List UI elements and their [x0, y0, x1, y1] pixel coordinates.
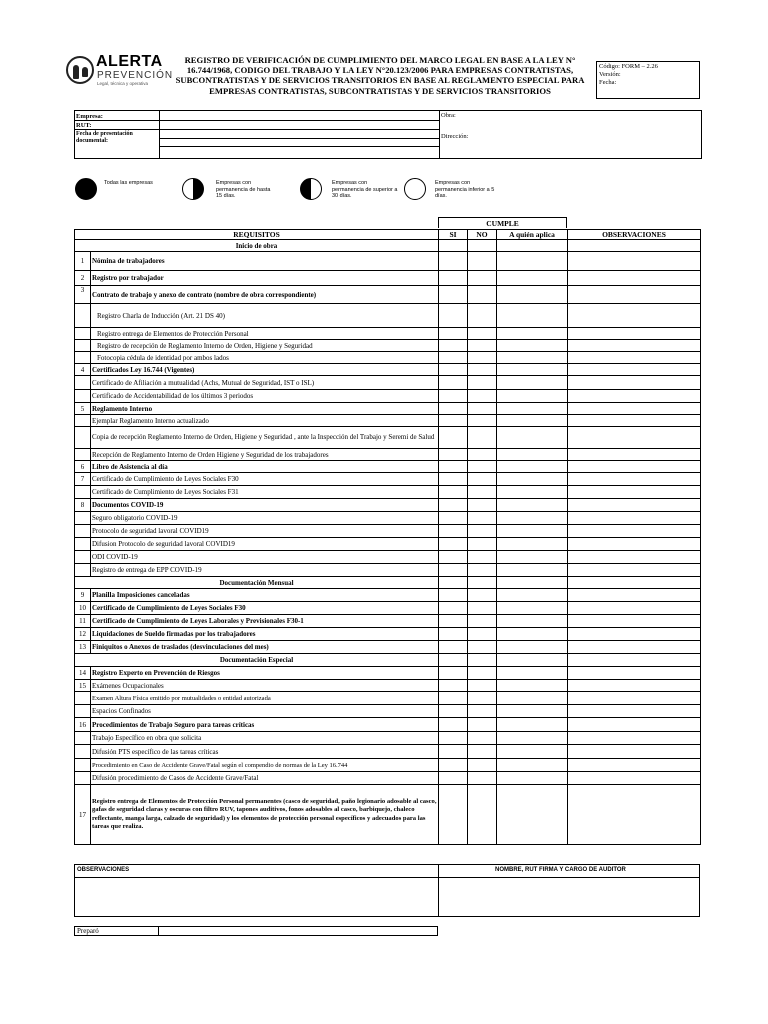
table-row: Trabajo Específico en obra que solicita	[75, 732, 701, 745]
auditor-label: NOMBRE, RUT FIRMA Y CARGO DE AUDITOR	[495, 867, 626, 873]
rut-field[interactable]	[160, 121, 438, 129]
preparo-label: Preparó	[77, 927, 99, 935]
table-row: Examen Altura Física emitido por mutualidades o entidad autorizada	[75, 692, 701, 705]
col-si: SI	[439, 230, 468, 240]
observaciones-label: OBSERVACIONES	[77, 867, 130, 873]
col-requisitos: REQUISITOS	[75, 230, 439, 240]
section-documentacion-especial: Documentación Especial	[75, 654, 439, 667]
company-info-box	[74, 110, 702, 159]
half-circle-icon	[182, 178, 204, 200]
section-documentacion-mensual: Documentación Mensual	[75, 577, 439, 589]
legend-text-5: Empresas con permanencia inferior a 5 días.	[435, 180, 495, 199]
empresa-label: Empresa:	[76, 113, 103, 120]
obra-label: Obra:	[441, 112, 456, 119]
table-row: 13 Finiquitos o Anexos de traslados (desvinculaciones del mes)	[75, 641, 701, 654]
table-row: Fotocopia cédula de identidad por ambos lados	[75, 352, 701, 364]
table-row: 12 Liquidaciones de Sueldo firmadas por los trabajadores	[75, 628, 701, 641]
half-circle-left-icon	[300, 178, 322, 200]
table-row: Procedimiento en Caso de Accidente Grave/Fatal según el compendio de normas de la Ley 16.744	[75, 759, 701, 772]
table-row: 6 Libro de Asistencia al día	[75, 461, 701, 473]
direccion-label: Dirección:	[441, 133, 469, 140]
table-row: 1 Nómina de trabajadores	[75, 252, 701, 271]
legend-text-all: Todas las empresas	[104, 180, 153, 186]
table-row: ODI COVID-19	[75, 551, 701, 564]
col-quien-aplica: A quién aplica	[497, 230, 568, 240]
table-row: Registro de recepción de Reglamento Interno de Orden, Higiene y Seguridad	[75, 340, 701, 352]
table-row: Difusion Protocolo de seguridad lavoral COVID19	[75, 538, 701, 551]
table-header-row	[75, 230, 701, 240]
fecha-field[interactable]	[160, 130, 438, 157]
document-code-box	[596, 61, 700, 99]
auditor-field[interactable]	[439, 878, 700, 917]
table-row: Certificado de Afiliación a mutualidad (Achs, Mutual de Seguridad, IST o ISL)	[75, 376, 701, 390]
table-row: Espacios Confinados	[75, 705, 701, 718]
full-circle-icon	[75, 178, 97, 200]
document-title: REGISTRO DE VERIFICACIÓN DE CUMPLIMIENTO DEL MARCO LEGAL EN BASE A LA LEY N° 16.744/1968, CODIGO DEL TRABAJO Y LA LEY N°20.123/2006 PARA EMPRESAS CONTRATISTAS, SUBCONTRATISTAS Y DE SERVICIOS TRANSITORIOS EN BASE AL REGLAMENTO ESPECIAL PARA EMPRESAS CONTRATISTAS, SUBCONTRATISTAS Y DE SERVICIOS TRANSITORIOS	[175, 55, 585, 96]
empresa-field[interactable]	[160, 111, 438, 120]
col-no: NO	[468, 230, 497, 240]
table-row: Recepción de Reglamento Interno de Orden Higiene y Seguridad de los trabajadores	[75, 449, 701, 461]
table-row: Protocolo de seguridad lavoral COVID19	[75, 525, 701, 538]
table-row: Difusión PTS específico de las tareas críticas	[75, 745, 701, 759]
table-row: Registro Charla de Inducción (Art. 21 DS 40)	[75, 304, 701, 328]
table-row: 9 Planilla Imposiciones canceladas	[75, 589, 701, 602]
table-row: Difusión procedimiento de Casos de Accidente Grave/Fatal	[75, 772, 701, 785]
table-row: Seguro obligatorio COVID-19	[75, 512, 701, 525]
si-cell[interactable]	[439, 252, 468, 271]
table-row: Copia de recepción Reglamento Interno de Orden, Higiene y Seguridad , ante la Inspección del Trabajo y Seremi de Salud	[75, 427, 701, 449]
requirements-table	[74, 229, 701, 845]
legend-text-15: Empresas con permanencia de hasta 15 días.	[216, 180, 271, 199]
table-row: 17 Registro entrega de Elementos de Protección Personal permanentes (casco de seguridad, paño legionario adosable al casco, gafas de seguridad claras y oscuras con filtro RUV, tapones auditivos, fonos adosables al casco, barbiquejo, chaleco reflectante, manga larga, calzado de seguridad) y los elementos de protección personal específicos y adecuados para las tareas que realiza.	[75, 785, 701, 845]
table-row: 16 Procedimientos de Trabajo Seguro para tareas críticas	[75, 718, 701, 732]
table-row: 7 Certificado de Cumplimiento de Leyes Sociales F30	[75, 473, 701, 486]
form-version: Versión:	[599, 71, 621, 78]
section-inicio-obra: Inicio de obra	[75, 240, 439, 252]
col-observaciones: OBSERVACIONES	[568, 230, 701, 240]
preparo-field[interactable]	[159, 927, 437, 935]
company-logo	[66, 53, 174, 90]
observations-box	[74, 864, 700, 917]
table-row: 8 Documentos COVID-19	[75, 499, 701, 512]
table-row: 10 Certificado de Cumplimiento de Leyes Sociales F30	[75, 602, 701, 615]
table-row: Ejemplar Reglamento Interno actualizado	[75, 415, 701, 427]
observaciones-field[interactable]	[75, 878, 438, 917]
no-cell[interactable]	[468, 252, 497, 271]
table-row: 5 Reglamento Interno	[75, 403, 701, 415]
form-code: Código: FORM – 2.26	[599, 63, 658, 70]
logo-word: ALERTA	[96, 53, 163, 70]
logo-tagline: Legal, técnica y operativa	[97, 81, 149, 86]
table-row: 14 Registro Experto en Prevención de Riesgos	[75, 667, 701, 680]
legend-text-30: Empresas con permanencia de superior a 30 días.	[332, 180, 398, 199]
rut-label: RUT:	[76, 122, 92, 129]
preparo-box	[74, 926, 438, 936]
table-row: Certificado de Accidentabilidad de los últimos 3 periodos	[75, 390, 701, 403]
cumple-header: CUMPLE	[438, 217, 567, 228]
table-row: 4 Certificados Ley 16.744 (Vigentes)	[75, 364, 701, 376]
logo-subtitle: PREVENCIÓN	[97, 70, 174, 81]
empty-circle-icon	[404, 178, 426, 200]
table-row: 11 Certificado de Cumplimiento de Leyes Laborales y Previsionales F30-1	[75, 615, 701, 628]
table-row: Certificado de Cumplimiento de Leyes Sociales F31	[75, 486, 701, 499]
logo-emblem-icon	[66, 56, 94, 84]
table-row: Registro entrega de Elementos de Protección Personal	[75, 328, 701, 340]
form-date: Fecha:	[599, 79, 617, 86]
table-row: 2 Registro por trabajador	[75, 271, 701, 286]
table-row: 15 Exámenes Ocupacionales	[75, 680, 701, 692]
fecha-presentacion-label: Fecha de presentación documental:	[76, 131, 133, 144]
table-row: 3 Contrato de trabajo y anexo de contrato (nombre de obra correspondiente)	[75, 286, 701, 304]
table-row: Registro de entrega de EPP COVID-19	[75, 564, 701, 577]
